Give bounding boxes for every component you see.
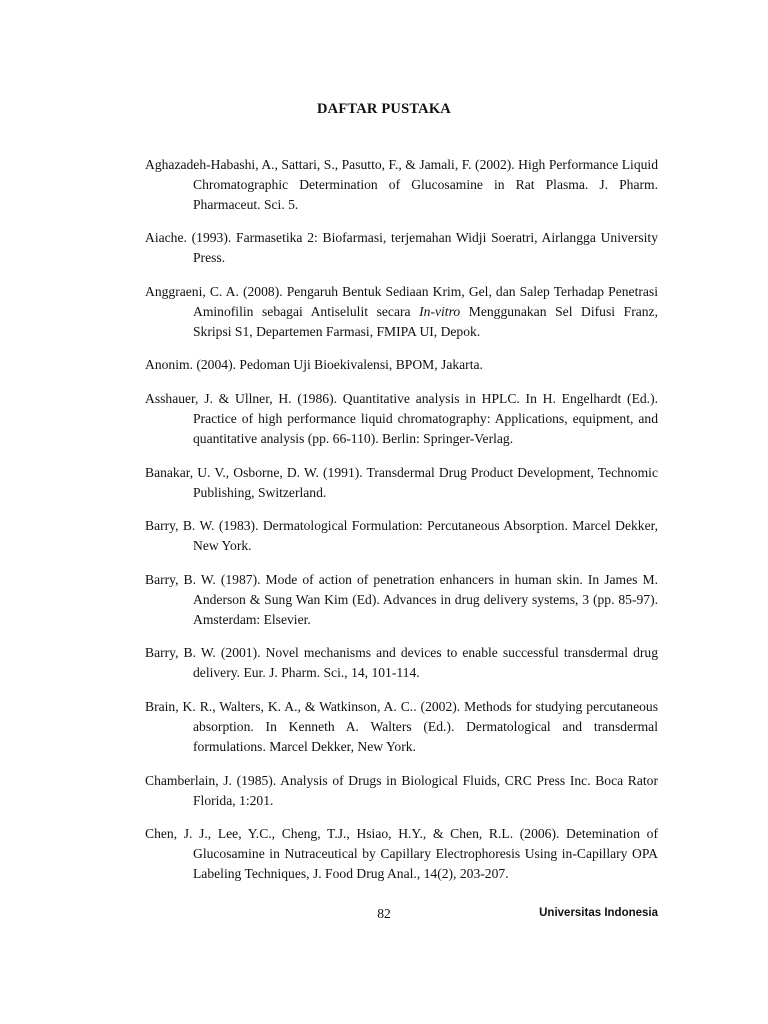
reference-item: Banakar, U. V., Osborne, D. W. (1991). Transdermal Drug Product Development, Technomic Publishing, Switzerland. [145,464,658,500]
reference-italic-term: In-vitro [419,303,461,319]
reference-item: Asshauer, J. & Ullner, H. (1986). Quantitative analysis in HPLC. In H. Engelhardt (Ed.). Practice of high performance liquid chromatography: Applications, equipment, and quantitative analysis (pp. 66-110). Berlin: Springer-Verlag. [145,390,658,446]
institution-footer: Universitas Indonesia [539,907,658,919]
reference-item: Chamberlain, J. (1985). Analysis of Drugs in Biological Fluids, CRC Press Inc. Boca Rator Florida, 1:201. [145,772,658,808]
reference-item: Aiache. (1993). Farmasetika 2: Biofarmasi, terjemahan Widji Soeratri, Airlangga University Press. [145,230,658,266]
page-number: 82 [377,906,391,921]
reference-item: Brain, K. R., Walters, K. A., & Watkinson, A. C.. (2002). Methods for studying percutaneous absorption. In Kenneth A. Walters (Ed.). Dermatological and transdermal formulations. Marcel Dekker, New York. [145,698,658,754]
reference-item [145,282,658,342]
reference-item: Anonim. (2004). Pedoman Uji Bioekivalensi, BPOM, Jakarta. [145,357,483,373]
reference-text: Anggraeni, C. A. (2008). Pengaruh Bentuk Sediaan Krim, Gel, dan Salep Terhadap Penetrasi Aminofilin sebagai Antiselulit secara [145,283,658,319]
reference-list [145,141,658,895]
reference-item: Barry, B. W. (1987). Mode of action of penetration enhancers in human skin. In James M. Anderson & Sung Wan Kim (Ed). Advances in drug delivery systems, 3 (pp. 85-97). Amsterdam: Elsevier. [145,571,658,627]
reference-text: Menggunakan Sel Difusi Franz, Skripsi S1, Departemen Farmasi, FMIPA UI, Depok. [193,303,658,339]
reference-item: Aghazadeh-Habashi, A., Sattari, S., Pasutto, F., & Jamali, F. (2002). High Performance Liquid Chromatographic Determination of Glucosamine in Rat Plasma. J. Pharm. Pharmaceut. Sci. 5. [145,156,658,212]
page-title: DAFTAR PUSTAKA [317,101,451,117]
reference-item: Barry, B. W. (2001). Novel mechanisms and devices to enable successful transdermal drug delivery. Eur. J. Pharm. Sci., 14, 101-114. [145,645,658,681]
reference-item: Barry, B. W. (1983). Dermatological Formulation: Percutaneous Absorption. Marcel Dekker, New York. [145,518,658,554]
reference-item: Chen, J. J., Lee, Y.C., Cheng, T.J., Hsiao, H.Y., & Chen, R.L. (2006). Detemination of Glucosamine in Nutraceutical by Capillary Electrophoresis Using in-Capillary OPA Labeling Techniques, J. Food Drug Anal., 14(2), 203-207. [145,826,658,882]
